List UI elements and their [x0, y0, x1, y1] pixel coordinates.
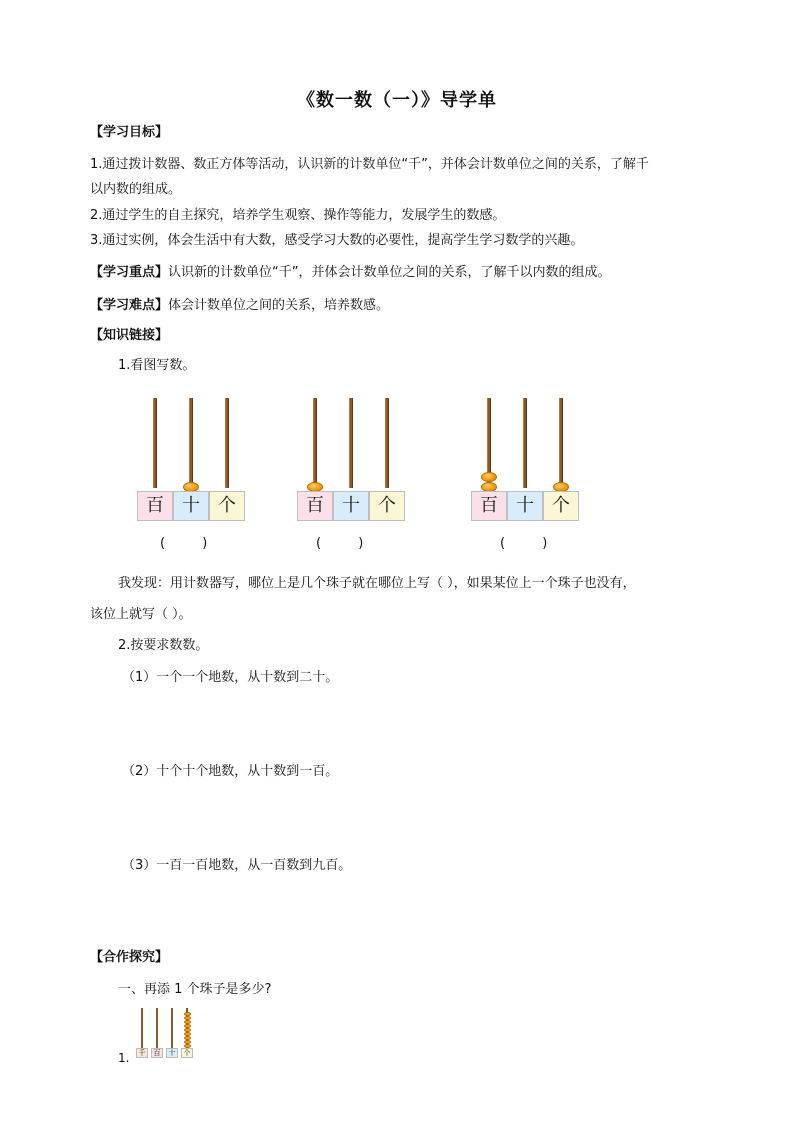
question-1: 1.看图写数。 — [118, 358, 196, 373]
small-abacus-bead — [184, 1040, 191, 1044]
abacus-rod — [313, 398, 317, 488]
place-bai: 百 — [137, 491, 173, 521]
cooperation-heading: 【合作探究】 — [90, 950, 169, 965]
small-abacus-bead — [184, 1016, 191, 1020]
page-title: 《数一数（一）》导学单 — [297, 90, 497, 111]
link-heading: 【知识链接】 — [90, 328, 169, 343]
place-shi: 十 — [507, 491, 543, 521]
small-abacus-bead — [184, 1032, 191, 1036]
difficulty-heading: 【学习难点】 — [90, 298, 169, 313]
abacus-rod — [189, 398, 193, 488]
cooperation-question: 一、再添 1 个珠子是多少? — [118, 982, 272, 997]
abacus-rod — [141, 1008, 143, 1048]
abacus-rod — [225, 398, 229, 488]
goal-3: 3.通过实例，体会生活中有大数，感受学习大数的必要性，提高学生学习数学的兴趣。 — [90, 233, 584, 248]
small-abacus-bead — [184, 1024, 191, 1028]
goal-1-line-a: 1.通过拨计数器、数正方体等活动，认识新的计数单位“千”，并体会计数单位之间的关系，了解千 — [90, 157, 649, 172]
place-shi: 十 — [166, 1048, 178, 1058]
place-ge: 个 — [181, 1048, 193, 1058]
goal-1-line-b: 以内数的组成。 — [90, 182, 182, 197]
discover-line-b: 该位上就写（ ）。 — [90, 607, 192, 622]
abacus-1 — [137, 396, 247, 522]
place-shi: 十 — [173, 491, 209, 521]
question-2-3: （3）一百一百地数，从一百数到九百。 — [122, 858, 352, 873]
goal-2: 2.通过学生的自主探究，培养学生观察、操作等能力，发展学生的数感。 — [90, 208, 506, 223]
place-ge: 个 — [209, 491, 245, 521]
abacus-rod — [385, 398, 389, 488]
place-qian: 千 — [136, 1048, 148, 1058]
difficulty-point — [90, 296, 389, 316]
difficulty-text: 体会计数单位之间的关系，培养数感。 — [168, 298, 390, 313]
place-shi: 十 — [333, 491, 369, 521]
abacus-rod — [523, 398, 527, 488]
key-heading: 【学习重点】 — [90, 265, 169, 280]
abacus-rod — [153, 398, 157, 488]
question-2-2: （2）十个十个地数，从十数到一百。 — [122, 764, 339, 779]
goals-heading: 【学习目标】 — [90, 125, 169, 140]
abacus-bead — [481, 472, 497, 482]
abacus-3 — [471, 396, 581, 522]
place-bai: 百 — [151, 1048, 163, 1058]
small-abacus-bead — [184, 1028, 191, 1032]
place-bai: 百 — [297, 491, 333, 521]
abacus-rod — [171, 1008, 173, 1048]
place-ge: 个 — [369, 491, 405, 521]
key-point — [90, 263, 611, 283]
answer-blank-3[interactable]: ( ) — [500, 536, 548, 551]
question-2: 2.按要求数数。 — [118, 638, 209, 653]
small-abacus — [133, 1008, 197, 1060]
small-abacus-bead — [184, 1036, 191, 1040]
small-abacus-bead — [184, 1012, 191, 1016]
discover-line-a: 我发现：用计数器写，哪位上是几个珠子就在哪位上写（ ），如果某位上一个珠子也没有， — [118, 576, 636, 591]
abacus-rod — [559, 398, 563, 488]
question-2-1: （1）一个一个地数，从十数到二十。 — [122, 670, 339, 685]
abacus-2 — [297, 396, 407, 522]
cooperation-item-1: 1. — [118, 1051, 130, 1065]
answer-blank-2[interactable]: ( ) — [316, 536, 364, 551]
abacus-rod — [349, 398, 353, 488]
place-bai: 百 — [471, 491, 507, 521]
key-text: 认识新的计数单位“千”，并体会计数单位之间的关系，了解千以内数的组成。 — [168, 265, 611, 280]
small-abacus-bead — [184, 1020, 191, 1024]
place-ge: 个 — [543, 491, 579, 521]
answer-blank-1[interactable]: ( ) — [160, 536, 208, 551]
abacus-rod — [156, 1008, 158, 1048]
